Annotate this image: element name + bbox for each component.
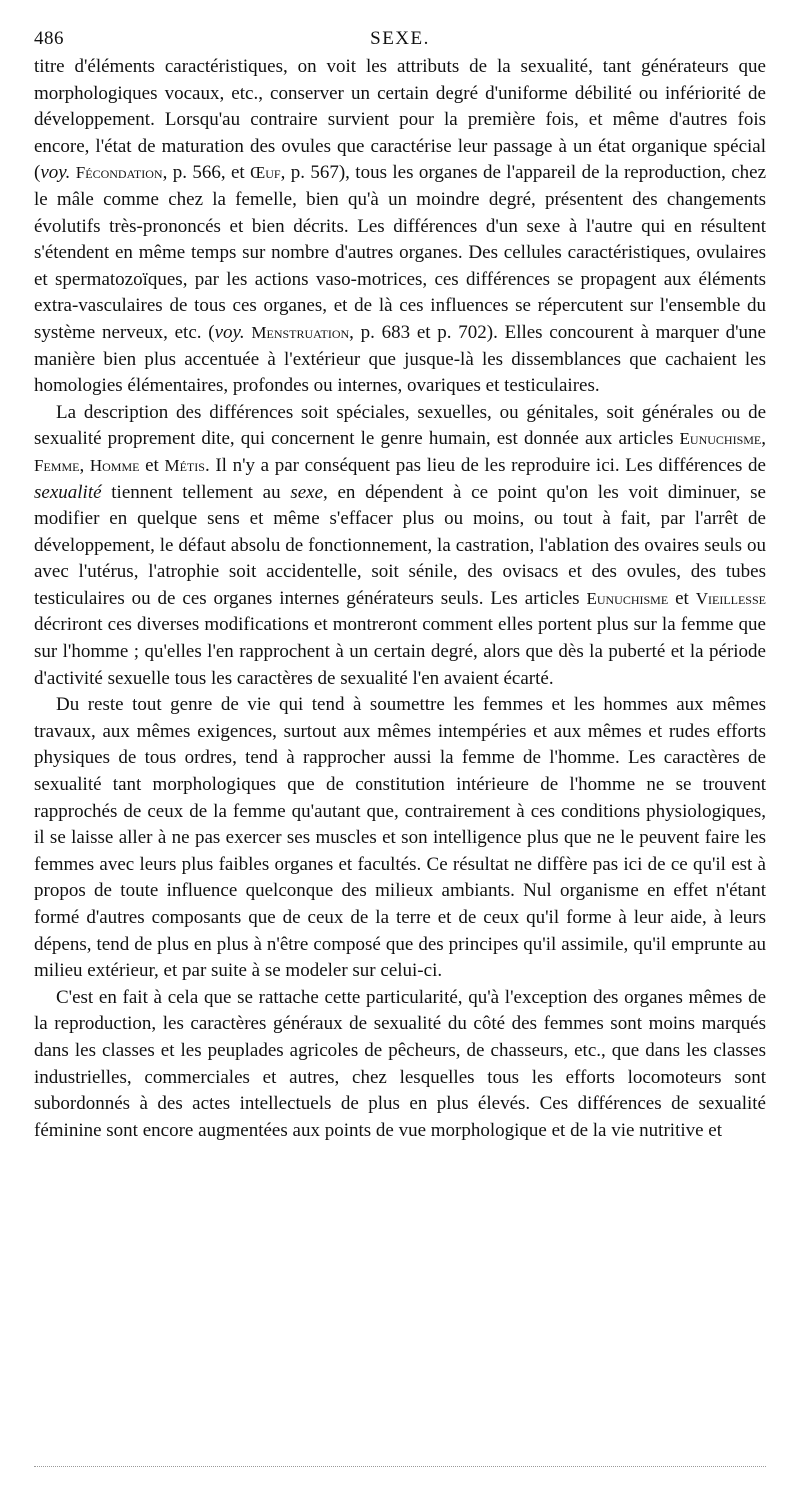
text-run: titre d'éléments caractéristiques, on voit les attributs de la sexualité, tant générateurs que morphologiques vocaux, etc., conserver un certain degré d'uniforme débilité ou infériorité de développement. Lorsqu'au contraire survient pour la première fois, et même d'autres fois encore, l'état de maturation des ovules que caractérise leur passage à un état organique spécial ( xyxy=(34,56,766,184)
paragraph-4 xyxy=(34,985,766,1145)
cross-reference-metis: Métis xyxy=(164,455,205,475)
italic-run: sexualité xyxy=(34,481,102,503)
text-run: et xyxy=(668,587,696,609)
italic-run: voy. xyxy=(40,162,71,184)
text-run: et xyxy=(139,454,165,476)
text-run: , xyxy=(79,454,90,476)
text-run: C'est en fait à cela que se rattache cette particularité, qu'à l'exception des organes mêmes de la reproduction, les caractères généraux de sexualité du côté des femmes sont moins marqués dans les classes et les peuplades agricoles de pêcheurs, de chasseurs, etc., que dans les classes industrielles, commerciales et autres, chez lesquelles tous les efforts locomoteurs sont subordonnés à des actes intellectuels de plus en plus élevés. Ces différences de sexualité féminine sont encore augmentées aux points de vue morphologique et de la vie nutritive et xyxy=(34,986,766,1141)
cross-reference-homme: Homme xyxy=(89,455,140,475)
bottom-rule xyxy=(34,1466,766,1467)
italic-run: voy. xyxy=(214,321,245,343)
cross-reference-menstruation: Menstruation xyxy=(251,322,350,342)
cross-reference-oeuf: Œuf xyxy=(250,163,281,183)
text-run: , p. 567), tous les organes de l'appareil de la reproduction, chez le mâle comme chez la femelle, bien qu'à un moindre degré, présentent des changements évolutifs très-prononcés et bien décrits. Les différences d'un sexe à l'autre qui en résultent s'étendent en même temps sur nombre d'autres organes. Des cellules caractéristiques, ovulaires et spermatozoïques, par les actions vaso-motrices, ces différences se propagent aux éléments extra-vasculaires de tous ces organes, et de là ces influences se répercutent sur l'ensemble du système nerveux, etc. ( xyxy=(34,162,766,343)
cross-reference-femme: Femme xyxy=(34,455,80,475)
italic-run: sexe xyxy=(290,481,324,503)
text-run: La description des différences soit spéciales, sexuelles, ou génitales, soit générales ou de sexualité proprement dite, qui concernent le genre humain, est donnée aux articles xyxy=(34,401,766,450)
cross-reference-vieillesse: Vieillesse xyxy=(695,588,766,608)
body-text xyxy=(34,54,766,1144)
paragraph-2 xyxy=(34,400,766,693)
running-head xyxy=(34,24,766,54)
text-run: , p. 683 et p. 702). Elles concourent à marquer d'une manière bien plus accentuée à l'extérieur que jusque-là les dissemblances que cachaient les homologies élémentaires, profondes ou internes, ovariques et testiculaires. xyxy=(34,321,766,397)
cross-reference-fecondation: Fécondation xyxy=(75,163,163,183)
paragraph-3 xyxy=(34,692,766,985)
page-number: 486 xyxy=(34,28,64,49)
text-run: décriront ces diverses modifications et montreront comment elles portent plus sur la femme que sur l'homme ; qu'elles l'en rapprochent à un certain degré, alors que dès la puberté et la période d'activité sexuelle tous les caractères de sexualité l'en avaient écarté. xyxy=(34,614,766,689)
text-run: , p. 566, et xyxy=(162,162,251,184)
text-run: Du reste tout genre de vie qui tend à soumettre les femmes et les hommes aux mêmes travaux, aux mêmes exigences, surtout aux mêmes intempéries et aux mêmes et rudes efforts physiques de tous ordres, tend à rapprocher aussi la femme de l'homme. Les caractères de sexualité tant morphologiques que de constitution intérieure de l'homme ne se trouvent rapprochés de ceux de la femme qu'autant que, contrairement à ces conditions physiologiques, il se laisse aller à ne pas exercer ses muscles et son intelligence plus que ne le peuvent faire les femmes avec leurs plus faibles organes et facultés. Ce résultat ne diffère pas ici de ce qu'il est à propos de toute influence quelconque des milieux ambiants. Nul organisme en effet n'étant formé d'autres composants que de ceux de la terre et de ceux qu'il forme à leur aide, à leurs dépens, tend de plus en plus à n'être composé que des principes qu'il assimile, qu'il emprunte au milieu extérieur, et par suite à se modeler sur celui-ci. xyxy=(34,694,766,982)
running-title: SEXE. xyxy=(370,28,430,49)
text-run: , xyxy=(761,428,766,450)
paragraph-1 xyxy=(34,54,766,400)
text-run: . Il n'y a par conséquent pas lieu de les reproduire ici. Les différences de xyxy=(204,454,766,476)
cross-reference-eunuchisme: Eunuchisme xyxy=(586,588,669,608)
cross-reference-eunuchisme: Eunuchisme xyxy=(679,429,762,449)
text-run: tiennent tellement au xyxy=(101,481,291,503)
page xyxy=(34,24,766,1144)
text-run: , en dépendent à ce point qu'on les voit diminuer, se modifier en quelque sens et même s'effacer plus ou moins, ou tout à fait, par l'arrêt de développement, le défaut absolu de fonctionnement, la castration, l'ablation des ovaires seuls ou avec l'utérus, l'atrophie soit accidentelle, soit sénile, des ovisacs et des ovules, des tubes testiculaires ou de ces organes internes générateurs seuls. Les articles xyxy=(34,481,766,609)
